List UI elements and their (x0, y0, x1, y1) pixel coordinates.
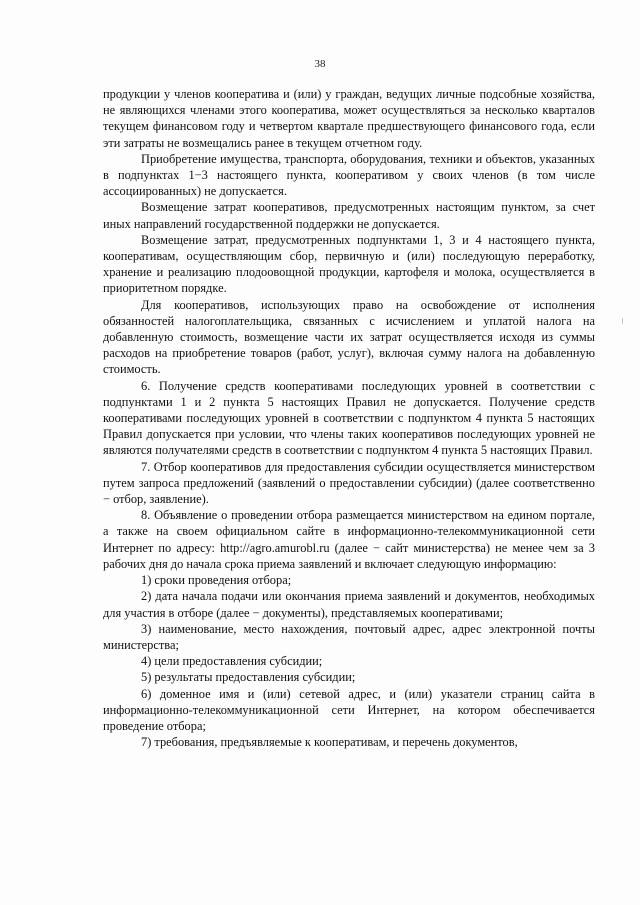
list-item-1: 1) сроки проведения отбора; (141, 573, 292, 588)
paragraph-item-6: 6. Получение средств кооперативами последующих уровней в соответствии с подпунктами 1 и 2 пункта 5 настоящих Правил не допускается. Получение средств кооперативами последующих уровней в соответствии с подпунктом 4 пункта 5 настоящих Правил допускается при условии, что члены таких кооперативов последующих уровней не являются получателями средств в соответствии с подпунктом 4 пункта 5 настоящих Правил. (103, 378, 595, 458)
body-text (103, 86, 595, 750)
list-item-3: 3) наименование, место нахождения, почтовый адрес, адрес электронной почты министерства; (103, 621, 595, 652)
list-item-2: 2) дата начала подачи или окончания приема заявлений и документов, необходимых для участия в отборе (далее − документы), представляемых кооперативами; (103, 589, 595, 620)
page-number: 38 (314, 58, 326, 70)
paragraph-cost-compensation: Возмещение затрат кооперативов, предусмотренных настоящим пунктом, за счет иных направлений государственной поддержки не допускается. (103, 200, 595, 231)
list-item-6: 6) доменное имя и (или) сетевой адрес, и (или) указатели страниц сайта в информационно-телекоммуникационной сети Интернет, на котором обеспечивается проведение отбора; (103, 686, 595, 733)
paragraph-property-purchase: Приобретение имущества, транспорта, оборудования, техники и объектов, указанных в подпунктах 1−3 настоящего пункта, кооперативом у своих членов (в том числе ассоциированных) не допускается. (103, 151, 595, 199)
list-item-5: 5) результаты предоставления субсидии; (141, 670, 356, 685)
paragraph-vat-exemption: Для кооперативов, использующих право на освобождение от исполнения обязанностей налогоплательщика, связанных с исчислением и уплатой налога на добавленную стоимость, возмещение части их затрат осуществляется исходя из суммы расходов на приобретение товаров (работ, услуг), включая сумму налога на добавленную стоимость. (103, 297, 595, 377)
paragraph-item-7: 7. Отбор кооперативов для предоставления субсидии осуществляется министерством путем запроса предложений (заявлений о предоставлении субсидии) (далее соответственно − отбор, заявление). (103, 459, 595, 507)
scan-artifact (622, 318, 623, 324)
paragraph-item-8: 8. Объявление о проведении отбора размещается министерством на едином портале, а также на своем официальном сайте в информационно-телекоммуникационной сети Интернет по адресу: http://agro.amurobl.ru (далее − сайт министерства) не менее чем за 3 рабочих дня до начала срока приема заявлений и включает следующую информацию: (103, 508, 595, 571)
list-item-4: 4) цели предоставления субсидии; (141, 654, 323, 669)
paragraph-continuation: продукции у членов кооператива и (или) у граждан, ведущих личные подсобные хозяйства, не являющихся членами этого кооператива, может осуществляться за несколько кварталов текущем финансовом году и четвертом квартале предшествующего финансового года, если эти затраты не возмещались ранее в текущем отчетном году. (103, 87, 595, 150)
paragraph-priority-compensation: Возмещение затрат, предусмотренных подпунктами 1, 3 и 4 настоящего пункта, кооперативам, осуществляющим сбор, первичную и (или) последующую переработку, хранение и реализацию плодоовощной продукции, картофеля и молока, осуществляется в приоритетном порядке. (103, 232, 595, 296)
list-item-7: 7) требования, предъявляемые к кооперативам, и перечень документов, (141, 735, 518, 750)
